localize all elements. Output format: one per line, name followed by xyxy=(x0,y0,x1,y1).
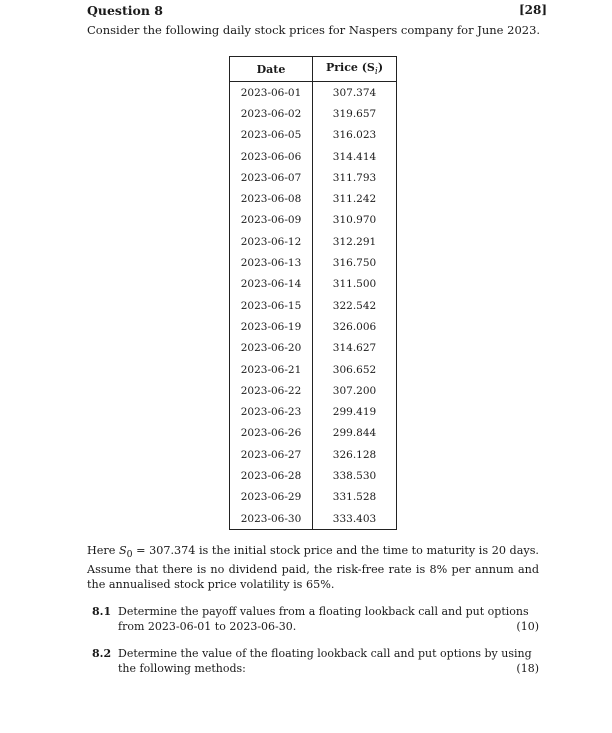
table-row xyxy=(230,338,397,359)
subquestion-marks: (18) xyxy=(516,662,539,675)
table-row xyxy=(230,359,397,380)
date-cell: 2023-06-15 xyxy=(230,295,313,316)
price-cell: 306.652 xyxy=(313,359,397,380)
table-row xyxy=(230,167,397,188)
table-row xyxy=(230,380,397,401)
price-cell: 326.128 xyxy=(313,444,397,465)
table-header-row xyxy=(230,57,397,82)
date-cell: 2023-06-21 xyxy=(230,359,313,380)
price-cell: 331.528 xyxy=(313,487,397,508)
date-cell: 2023-06-09 xyxy=(230,210,313,231)
subquestion-text: Determine the payoff values from a floating lookback call and put options from 2023-06-01 to 2023-06-30. xyxy=(118,605,529,633)
price-cell: 311.242 xyxy=(313,188,397,209)
subquestion-number: 8.2 xyxy=(92,647,112,660)
subquestion-8-1 xyxy=(92,604,539,634)
question-total-marks: [28] xyxy=(519,3,548,17)
date-cell: 2023-06-27 xyxy=(230,444,313,465)
table-row xyxy=(230,146,397,167)
price-cell: 299.419 xyxy=(313,401,397,422)
price-column-header: Price $(S_i)$ xyxy=(313,57,397,82)
date-cell: 2023-06-29 xyxy=(230,487,313,508)
date-cell: 2023-06-20 xyxy=(230,338,313,359)
table-body xyxy=(230,82,397,530)
date-cell: 2023-06-23 xyxy=(230,401,313,422)
price-cell: 314.414 xyxy=(313,146,397,167)
date-cell: 2023-06-08 xyxy=(230,188,313,209)
subquestion-8-2 xyxy=(92,646,539,676)
table-row xyxy=(230,210,397,231)
table-row xyxy=(230,401,397,422)
table-row xyxy=(230,316,397,337)
date-cell: 2023-06-01 xyxy=(230,82,313,104)
table-row xyxy=(230,487,397,508)
price-cell: 299.844 xyxy=(313,423,397,444)
date-cell: 2023-06-05 xyxy=(230,125,313,146)
price-cell: 311.793 xyxy=(313,167,397,188)
table-row xyxy=(230,465,397,486)
table-row xyxy=(230,274,397,295)
price-cell: 319.657 xyxy=(313,103,397,124)
table-row xyxy=(230,444,397,465)
table-row xyxy=(230,103,397,124)
stock-price-table xyxy=(229,56,397,530)
price-cell: 333.403 xyxy=(313,508,397,530)
date-cell: 2023-06-30 xyxy=(230,508,313,530)
table-row xyxy=(230,188,397,209)
price-cell: 326.006 xyxy=(313,316,397,337)
date-column-header: Date xyxy=(230,57,313,82)
table-row xyxy=(230,423,397,444)
subquestion-number: 8.1 xyxy=(92,605,112,618)
date-cell: 2023-06-28 xyxy=(230,465,313,486)
date-cell: 2023-06-22 xyxy=(230,380,313,401)
price-cell: 314.627 xyxy=(313,338,397,359)
date-cell: 2023-06-13 xyxy=(230,252,313,273)
date-cell: 2023-06-19 xyxy=(230,316,313,337)
date-cell: 2023-06-26 xyxy=(230,423,313,444)
price-cell: 338.530 xyxy=(313,465,397,486)
price-cell: 307.374 xyxy=(313,82,397,104)
price-cell: 307.200 xyxy=(313,380,397,401)
question-intro: Consider the following daily stock prices for Naspers company for June 2023. xyxy=(87,23,541,37)
table-row xyxy=(230,508,397,530)
price-cell: 316.750 xyxy=(313,252,397,273)
table-row xyxy=(230,82,397,104)
subquestion-text: Determine the value of the floating lookback call and put options by using the following methods: xyxy=(118,647,532,675)
table-row xyxy=(230,295,397,316)
problem-parameters-paragraph: Here $S_0 = 307.374$ is the initial stock price and the time to maturity is 20 days. Assume that there is no dividend paid, the risk-free rate is 8% per annum and the annualised stock price volatility is 65%. xyxy=(87,544,539,592)
table-row xyxy=(230,125,397,146)
price-cell: 322.542 xyxy=(313,295,397,316)
date-cell: 2023-06-12 xyxy=(230,231,313,252)
price-cell: 312.291 xyxy=(313,231,397,252)
date-cell: 2023-06-06 xyxy=(230,146,313,167)
subquestion-marks: (10) xyxy=(516,620,539,633)
price-cell: 316.023 xyxy=(313,125,397,146)
price-cell: 311.500 xyxy=(313,274,397,295)
table-row xyxy=(230,231,397,252)
date-cell: 2023-06-07 xyxy=(230,167,313,188)
price-cell: 310.970 xyxy=(313,210,397,231)
question-title: Question 8 xyxy=(87,3,163,18)
date-cell: 2023-06-14 xyxy=(230,274,313,295)
table-row xyxy=(230,252,397,273)
date-cell: 2023-06-02 xyxy=(230,103,313,124)
